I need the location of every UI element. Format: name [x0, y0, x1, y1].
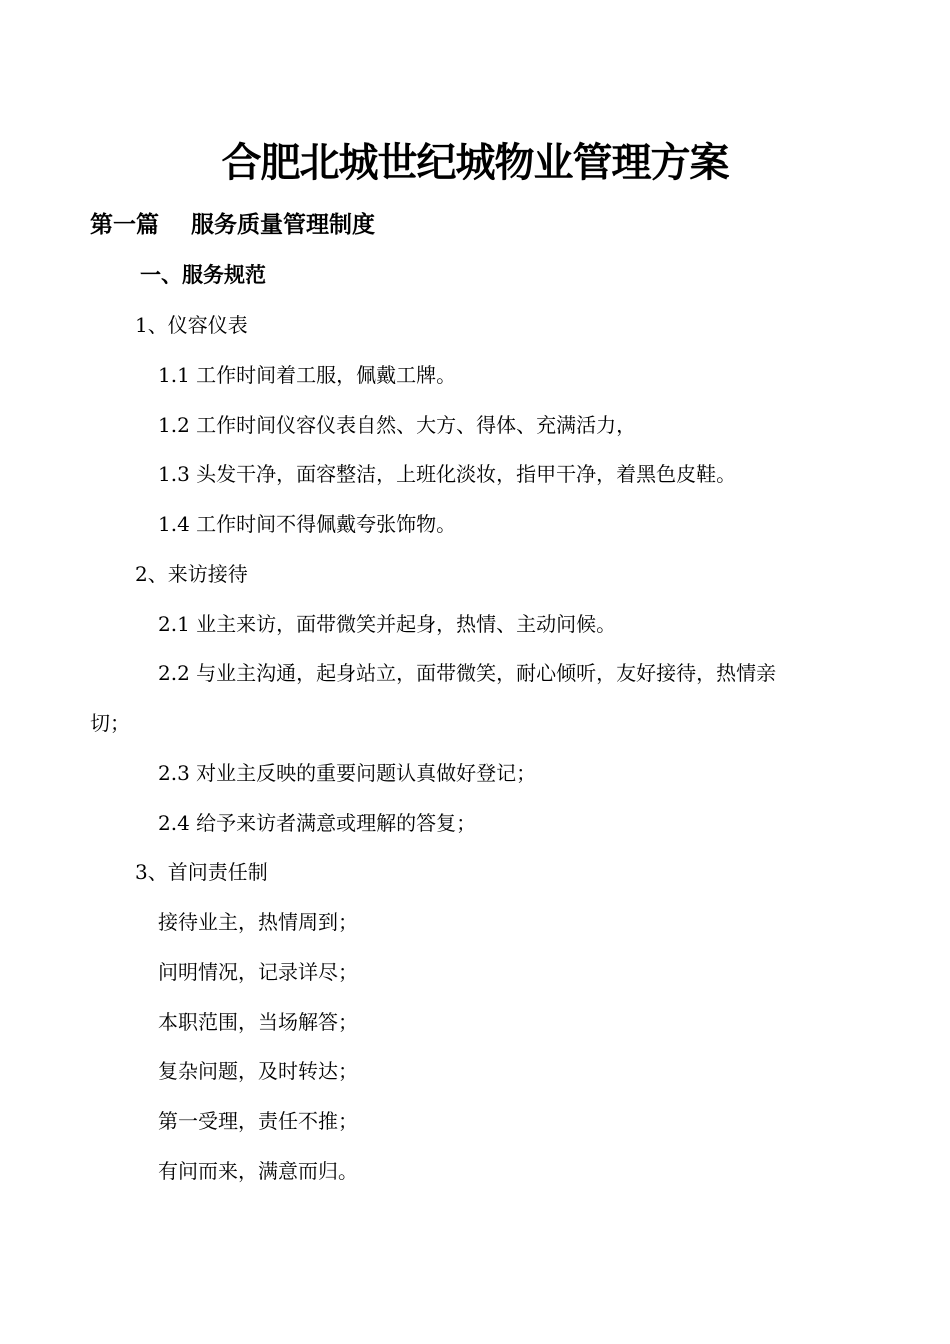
list-item: 接待业主，热情周到； [158, 910, 358, 934]
list-item: 2.3 对业主反映的重要问题认真做好登记； [158, 761, 537, 785]
part-title: 第一篇 服务质量管理制度 [90, 212, 376, 238]
subsection-heading-first-inquiry: 3、首问责任制 [135, 860, 268, 884]
list-item: 问明情况，记录详尽； [158, 960, 358, 984]
subsection-heading-appearance: 1、仪容仪表 [135, 313, 248, 337]
list-item-continuation: 切； [90, 711, 130, 735]
list-item: 复杂问题，及时转达； [158, 1059, 358, 1083]
list-item: 2.4 给予来访者满意或理解的答复； [158, 811, 477, 835]
list-item: 1.3 头发干净，面容整洁，上班化淡妆，指甲干净，着黑色皮鞋。 [158, 462, 737, 486]
list-item: 本职范围，当场解答； [158, 1010, 358, 1034]
list-item: 1.1 工作时间着工服，佩戴工牌。 [158, 363, 457, 387]
list-item: 2.2 与业主沟通，起身站立，面带微笑，耐心倾听，友好接待，热情亲 [158, 661, 777, 685]
list-item: 第一受理，责任不推； [158, 1109, 358, 1133]
list-item: 1.2 工作时间仪容仪表自然、大方、得体、充满活力， [158, 413, 637, 437]
list-item: 1.4 工作时间不得佩戴夸张饰物。 [158, 512, 457, 536]
section-title: 一、服务规范 [140, 263, 266, 287]
list-item: 2.1 业主来访，面带微笑并起身，热情、主动问候。 [158, 612, 617, 636]
subsection-heading-reception: 2、来访接待 [135, 562, 248, 586]
document-title: 合肥北城世纪城物业管理方案 [221, 140, 729, 186]
list-item: 有问而来，满意而归。 [158, 1159, 358, 1183]
